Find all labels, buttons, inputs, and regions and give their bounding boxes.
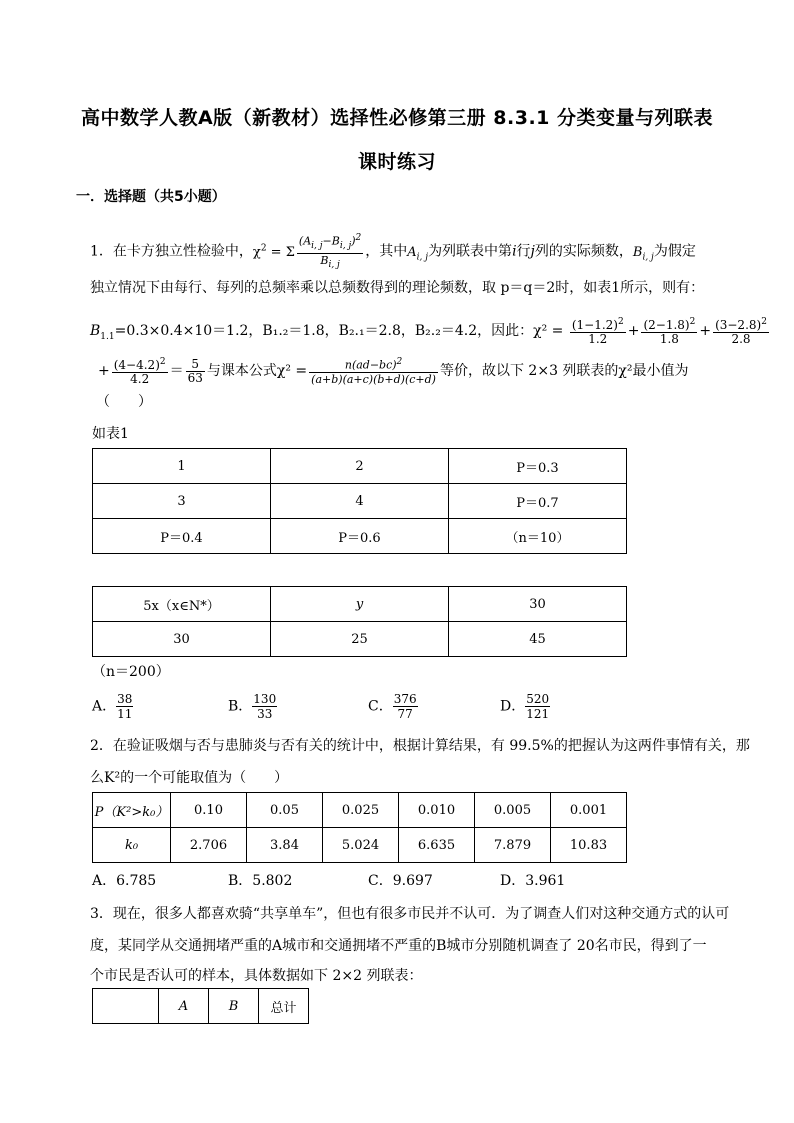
- q1-line4-b: 与课本公式χ² =: [206, 363, 308, 379]
- option-a[interactable]: A．6.785: [92, 873, 157, 889]
- q1-line4-a: ＝: [169, 363, 184, 379]
- table-row: [93, 587, 627, 622]
- table-cell: 30: [93, 622, 271, 657]
- q2-line1: 2．在验证吸烟与否与患肺炎与否有关的统计中，根据计算结果，有 99.5%的把握认为这两件事情有关，那: [90, 738, 750, 754]
- table-header-cell: k₀: [93, 828, 171, 863]
- option-d[interactable]: D．3.961: [500, 873, 566, 889]
- table-header-cell: A: [159, 989, 209, 1024]
- q1-line1: 1．在卡方独立性检验中，$\chi^2 = \Sigma$ $\frac{(A_{i, j}-B_{i, j})^2}{B_{i, j}}$ ，其中$A_{i, j}$为列联表中第i行j列的实际频数，$B_{i, j}$为假定: [90, 233, 696, 271]
- option-b[interactable]: B．5.802: [228, 873, 293, 889]
- table-row: [93, 622, 627, 657]
- option-denominator: 77: [397, 707, 413, 721]
- q3-line3: 个市民是否认可的样本，具体数据如下 2×2 列联表：: [90, 968, 423, 984]
- page-title-line1: 高中数学人教A版（新教材）选择性必修第三册 8.3.1 分类变量与列联表: [80, 107, 714, 129]
- table-row: [93, 519, 627, 554]
- chi-term-3: $\frac{(3-2.8)^2}{2.8}$: [715, 317, 767, 346]
- q1-line1-c: 为列联表中第: [428, 243, 513, 260]
- page-title-line2: 课时练习: [357, 151, 436, 173]
- table-header-cell: 总计: [259, 989, 309, 1024]
- q1-line4: + $\frac{(4-4.2)^2}{4.2}$ ＝ $\frac{5}{63}$ 与课本公式χ² = $\frac{n(ad-bc)^2}{(a+b)(a+c)(b+d)(c+d)}$ 等价，故以下 2×3 列联表的χ²最小值为: [98, 356, 689, 386]
- q1-line1-d: 行: [516, 243, 531, 260]
- textbook-formula: $\frac{n(ad-bc)^2}{(a+b)(a+c)(b+d)(c+d)}$: [311, 357, 436, 386]
- table-header-cell: [93, 989, 159, 1024]
- contingency-table-1: [92, 448, 627, 554]
- chi-result: $\frac{5}{63}$: [187, 356, 203, 385]
- table-cell: P＝0.4: [93, 519, 271, 554]
- option-c[interactable]: [368, 692, 418, 721]
- q1-b-symbol: B: [90, 323, 101, 339]
- table-cell: 2.706: [171, 828, 247, 863]
- table-cell: 0.001: [551, 793, 627, 828]
- q1-line4-c: 等价，故以下 2×3 列联表的χ²最小值为: [439, 363, 689, 379]
- option-d[interactable]: [500, 692, 550, 721]
- chi-term-2: $\frac{(2-1.8)^2}{1.8}$: [643, 317, 696, 346]
- table-cell: P＝0.3: [449, 449, 627, 484]
- q1-line1-a: 1．在卡方独立性检验中，: [90, 243, 253, 260]
- table-header-cell: P（K²>k₀）: [93, 793, 171, 828]
- table-cell: 0.10: [171, 793, 247, 828]
- table-cell: P＝0.7: [449, 484, 627, 519]
- table-cell: y: [271, 587, 449, 622]
- option-label: A．: [92, 698, 117, 715]
- table-cell: 1: [93, 449, 271, 484]
- option-label: D．: [500, 698, 526, 715]
- table-row: [93, 793, 627, 828]
- table-cell: 4: [271, 484, 449, 519]
- chi-square-definition: $\chi^2 = \Sigma$ $\frac{(A_{i, j}-B_{i, j})^2}{B_{i, j}}$: [252, 233, 362, 271]
- option-denominator: 121: [526, 707, 550, 721]
- table-cell: 0.010: [399, 793, 475, 828]
- table-header-cell: B: [209, 989, 259, 1024]
- section-heading: 一．选择题（共5小题）: [76, 189, 226, 205]
- n-note: （n＝200）: [92, 664, 170, 680]
- option-b[interactable]: [228, 692, 277, 721]
- q1-line1-f: 为假定: [653, 243, 696, 260]
- option-numerator: 38: [117, 692, 133, 706]
- chi-term-1: $\frac{(1-1.2)^2}{1.2}$: [571, 317, 624, 346]
- table-row: [93, 449, 627, 484]
- table-cell: 6.635: [399, 828, 475, 863]
- table-cell: （n＝10）: [449, 519, 627, 554]
- table-cell: 2: [271, 449, 449, 484]
- table-cell: 10.83: [551, 828, 627, 863]
- option-a[interactable]: [92, 692, 133, 721]
- table-cell: 7.879: [475, 828, 551, 863]
- option-c[interactable]: C．9.697: [368, 873, 433, 889]
- q1-line3-text: =0.3×0.4×10＝1.2，B₁.₂＝1.8，B₂.₁＝2.8，B₂.₂＝4.2，因此：χ² =: [114, 323, 564, 339]
- option-numerator: 520: [526, 692, 550, 706]
- critical-value-table: [92, 792, 627, 863]
- q1-line3: $B_{1.1}=0.3\times 0.4\times 10=1.2$，B₁.₂＝1.8，B₂.₁＝2.8，B₂.₂＝4.2，因此：χ² = $\frac{(1-1.2)^2}{1.2}$ + $\frac{(2-1.8)^2}{1.8}$ + $\frac{(3-2.8)^2}{2.8}$: [90, 317, 767, 346]
- table1-caption: 如表1: [92, 426, 129, 442]
- table-cell: 45: [449, 622, 627, 657]
- option-label: B．: [228, 698, 253, 715]
- table-cell: 0.05: [247, 793, 323, 828]
- q1-line1-e: 列的实际频数，: [534, 243, 633, 260]
- table-cell: 0.005: [475, 793, 551, 828]
- table-cell: 5.024: [323, 828, 399, 863]
- q2-line2: 么K²的一个可能取值为（ ）: [90, 770, 289, 786]
- table-cell: 0.025: [323, 793, 399, 828]
- option-numerator: 376: [393, 692, 417, 706]
- option-denominator: 11: [117, 707, 133, 721]
- table-row: [93, 989, 309, 1024]
- table-row: [93, 828, 627, 863]
- table-cell: 3.84: [247, 828, 323, 863]
- table-cell: 30: [449, 587, 627, 622]
- q1-line2: 独立情况下由每行、每列的总频率乘以总频数得到的理论频数，取 p＝q＝2时，如表1所示，则有：: [90, 280, 705, 296]
- q1-line5: （ ）: [96, 394, 152, 410]
- q1-line1-b: ，其中: [365, 243, 408, 260]
- q2-options: [92, 870, 692, 892]
- q3-line2: 度，某同学从交通拥堵严重的A城市和交通拥堵不严重的B城市分别随机调查了 20名市民，得到了一: [90, 938, 707, 954]
- q3-contingency-table: [92, 988, 309, 1024]
- option-label: C．: [368, 698, 393, 715]
- contingency-table-2: [92, 586, 627, 657]
- table-cell: 25: [271, 622, 449, 657]
- q3-line1: 3．现在，很多人都喜欢骑“共享单车”，但也有很多市民并不认可．为了调查人们对这种交通方式的认可: [90, 906, 730, 922]
- option-numerator: 130: [253, 692, 277, 706]
- table-cell: 5x（x∈N*）: [93, 587, 271, 622]
- table-cell: 3: [93, 484, 271, 519]
- table-cell: P＝0.6: [271, 519, 449, 554]
- q1-options: [92, 692, 692, 732]
- option-denominator: 33: [257, 707, 273, 721]
- table-row: [93, 484, 627, 519]
- chi-term-4: $\frac{(4-4.2)^2}{4.2}$: [113, 357, 166, 386]
